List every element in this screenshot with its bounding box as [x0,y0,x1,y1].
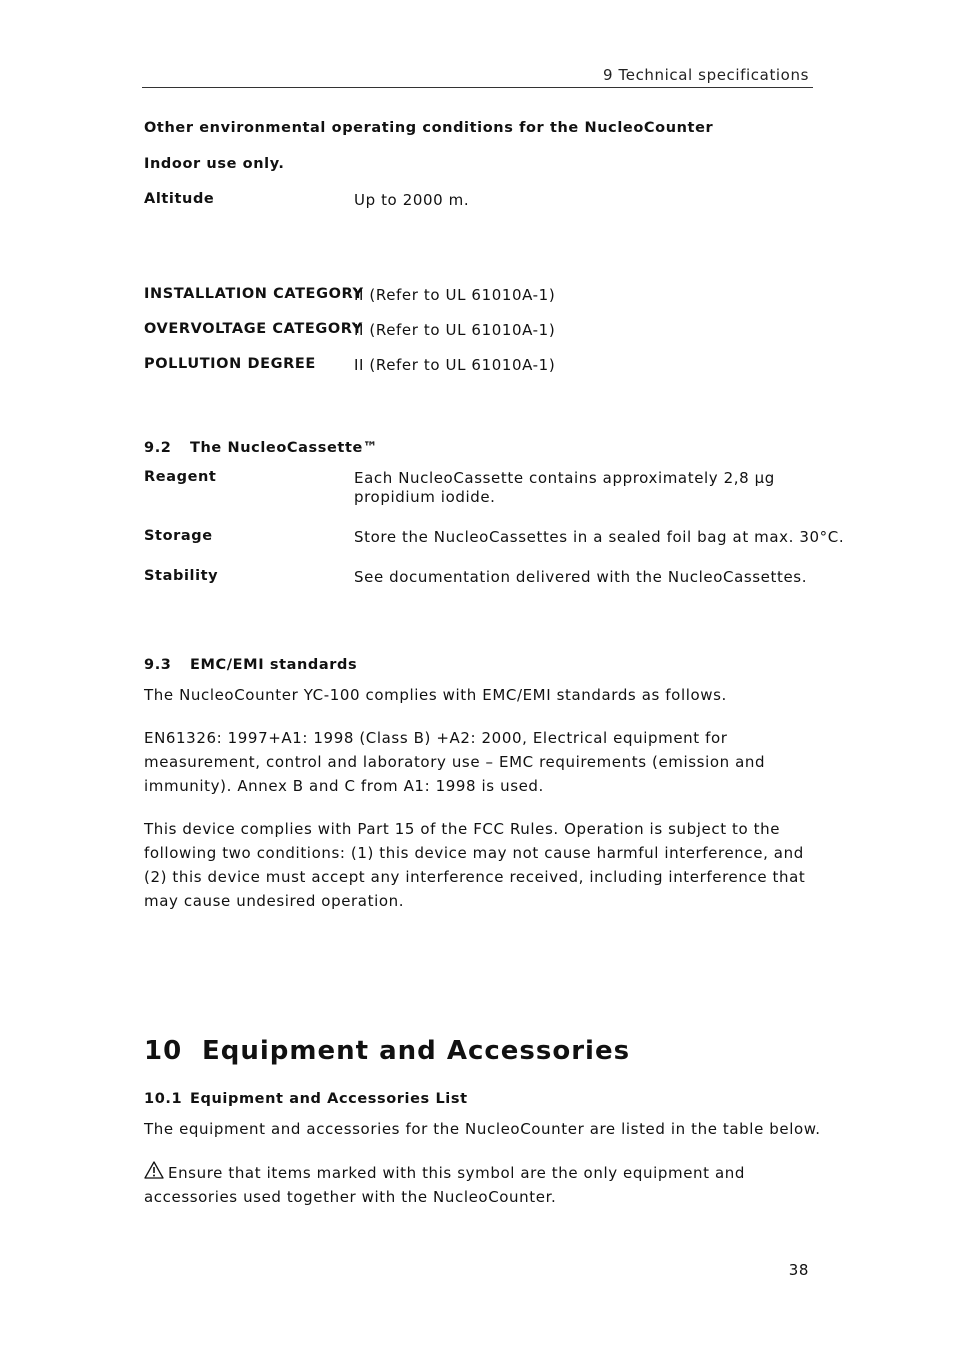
altitude-label: Altitude [144,191,215,207]
emc-intro: The NucleoCounter YC-100 complies with EMC/EMI standards as follows. [144,686,727,704]
environment-heading: Other environmental operating conditions for the NucleoCounter [144,120,714,136]
section-10-1-heading [144,1091,468,1107]
stability-label: Stability [144,568,219,584]
overvoltage-category-value: II (Refer to UL 61010A-1) [354,321,556,339]
storage-value: Store the NucleoCassettes in a sealed foil bag at max. 30°C. [354,528,845,546]
equipment-warning [144,1161,809,1209]
reagent-value: Each NucleoCassette contains approximately 2,8 µg propidium iodide. [354,469,775,506]
running-header: 9 Technical specifications [603,66,809,84]
section-number: 9.3 [144,657,172,673]
section-number: 10.1 [144,1091,183,1107]
stability-value: See documentation delivered with the NucleoCassettes. [354,568,808,586]
equipment-intro: The equipment and accessories for the NucleoCounter are listed in the table below. [144,1120,821,1138]
pollution-degree-label: POLLUTION DEGREE [144,356,316,372]
installation-category-value: II (Refer to UL 61010A-1) [354,286,556,304]
chapter-10-heading [144,1036,630,1066]
section-title: Equipment and Accessories List [190,1091,468,1107]
storage-label: Storage [144,528,213,544]
section-title: EMC/EMI standards [190,657,358,673]
chapter-number: 10 [144,1036,183,1066]
page-number: 38 [788,1261,809,1279]
section-9-3-heading [144,657,357,673]
section-9-2-heading [144,440,378,456]
emc-paragraph-1: EN61326: 1997+A1: 1998 (Class B) +A2: 2000, Electrical equipment for measurement, control and laboratory use – EMC requirements (emission and immunity). Annex B and C from A1: 1998 is used. [144,729,766,795]
reagent-label: Reagent [144,469,217,485]
altitude-value: Up to 2000 m. [354,191,470,209]
section-number: 9.2 [144,440,172,456]
header-rule [142,87,813,88]
warning-text: Ensure that items marked with this symbol are the only equipment and accessories used together with the NucleoCounter. [144,1164,746,1206]
warning-triangle-icon [144,1161,164,1179]
installation-category-label: INSTALLATION CATEGORY [144,286,364,302]
chapter-title: Equipment and Accessories [202,1036,631,1066]
pollution-degree-value: II (Refer to UL 61010A-1) [354,356,556,374]
emc-paragraph-2: This device complies with Part 15 of the FCC Rules. Operation is subject to the following two conditions: (1) this device may not cause harmful interference, and (2) this device must accept any interference received, including interference that may cause undesired operation. [144,820,806,910]
overvoltage-category-label: OVERVOLTAGE CATEGORY [144,321,363,337]
section-title: The NucleoCassette™ [190,440,379,456]
indoor-note: Indoor use only. [144,156,285,172]
